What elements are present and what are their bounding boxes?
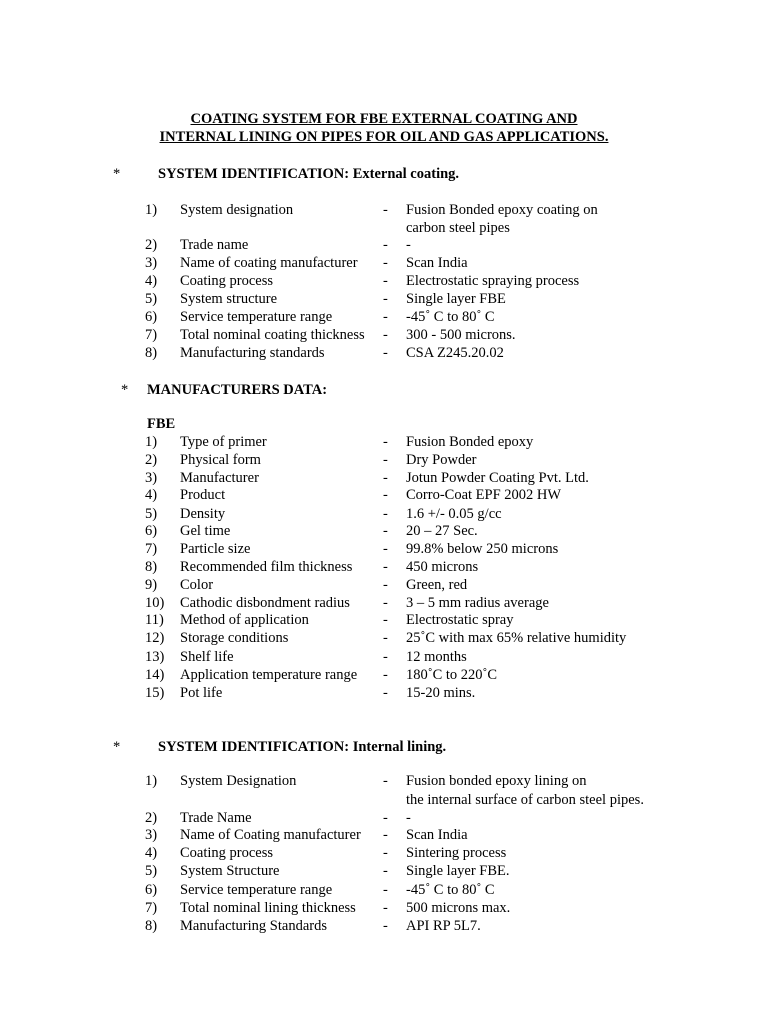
item-number: 15)	[145, 685, 165, 701]
item-value: Electrostatic spray	[406, 612, 514, 628]
list-item	[0, 541, 768, 559]
item-number: 10)	[145, 595, 165, 611]
item-separator: -	[383, 577, 388, 593]
list-item	[0, 827, 768, 845]
item-label: Type of primer	[180, 434, 267, 450]
item-separator: -	[383, 918, 388, 934]
bullet: *	[113, 739, 121, 755]
item-value: 450 microns	[406, 559, 479, 575]
list-item	[0, 237, 768, 255]
item-number: 8)	[145, 559, 158, 575]
item-label: Method of application	[180, 612, 309, 628]
item-number: 5)	[145, 506, 158, 522]
item-label: System designation	[180, 202, 294, 218]
bullet: *	[113, 166, 121, 182]
list-item	[0, 810, 768, 828]
list-item	[0, 523, 768, 541]
item-number: 11)	[145, 612, 164, 628]
item-separator: -	[383, 202, 388, 218]
item-value: Scan India	[406, 827, 468, 843]
item-separator: -	[383, 470, 388, 486]
item-label: Color	[180, 577, 214, 593]
item-number: 6)	[145, 309, 158, 325]
item-label: Application temperature range	[180, 667, 358, 683]
item-separator: -	[383, 630, 388, 646]
item-separator: -	[383, 612, 388, 628]
item-value: Electrostatic spraying process	[406, 273, 580, 289]
section-heading-external	[158, 166, 459, 183]
item-separator: -	[383, 649, 388, 665]
heading-suffix: Internal lining.	[349, 739, 447, 755]
item-label: Physical form	[180, 452, 261, 468]
item-label: Particle size	[180, 541, 251, 557]
item-label: Gel time	[180, 523, 231, 539]
item-number: 5)	[145, 291, 158, 307]
item-separator: -	[383, 685, 388, 701]
item-value: Sintering process	[406, 845, 507, 861]
item-value-continued: carbon steel pipes	[406, 220, 510, 236]
item-label: Service temperature range	[180, 309, 333, 325]
item-value: -	[406, 237, 411, 253]
item-value-continued: the internal surface of carbon steel pipes.	[406, 792, 644, 808]
item-separator: -	[383, 810, 388, 826]
heading-prefix: SYSTEM IDENTIFICATION:	[158, 739, 350, 755]
item-number: 12)	[145, 630, 165, 646]
item-separator: -	[383, 487, 388, 503]
item-number: 9)	[145, 577, 158, 593]
document-title-line-1: COATING SYSTEM FOR FBE EXTERNAL COATING AND	[190, 111, 578, 127]
item-value: Fusion Bonded epoxy coating on	[406, 202, 598, 218]
item-number: 4)	[145, 273, 158, 289]
item-separator: -	[383, 434, 388, 450]
item-value: Dry Powder	[406, 452, 477, 468]
item-number: 3)	[145, 470, 158, 486]
list-item	[0, 900, 768, 918]
item-number: 7)	[145, 541, 158, 557]
item-value: 300 - 500 microns.	[406, 327, 516, 343]
item-value: Fusion Bonded epoxy	[406, 434, 534, 450]
subheading-fbe: FBE	[147, 416, 176, 432]
item-number: 4)	[145, 845, 158, 861]
item-value: 20 – 27 Sec.	[406, 523, 478, 539]
item-label: Coating process	[180, 845, 274, 861]
list-item	[0, 291, 768, 309]
item-number: 3)	[145, 255, 158, 271]
item-label: Trade name	[180, 237, 249, 253]
item-value: Single layer FBE	[406, 291, 506, 307]
item-value: 12 months	[406, 649, 467, 665]
item-number: 2)	[145, 452, 158, 468]
item-separator: -	[383, 273, 388, 289]
item-value: Single layer FBE.	[406, 863, 510, 879]
item-separator: -	[383, 541, 388, 557]
item-label: Coating process	[180, 273, 274, 289]
item-separator: -	[383, 773, 388, 789]
list-item	[0, 595, 768, 613]
item-separator: -	[383, 327, 388, 343]
item-number: 2)	[145, 810, 158, 826]
list-item	[0, 612, 768, 630]
item-number: 13)	[145, 649, 165, 665]
item-separator: -	[383, 559, 388, 575]
item-number: 14)	[145, 667, 165, 683]
heading-prefix: SYSTEM IDENTIFICATION:	[158, 166, 350, 182]
item-number: 8)	[145, 918, 158, 934]
item-label: System Structure	[180, 863, 280, 879]
item-separator: -	[383, 667, 388, 683]
item-number: 6)	[145, 882, 158, 898]
item-value: 99.8% below 250 microns	[406, 541, 559, 557]
list-item	[0, 685, 768, 703]
item-separator: -	[383, 237, 388, 253]
bullet: *	[121, 382, 129, 398]
item-number: 1)	[145, 773, 158, 789]
item-value: 3 – 5 mm radius average	[406, 595, 549, 611]
list-item	[0, 487, 768, 505]
item-value: 15-20 mins.	[406, 685, 476, 701]
item-value: 500 microns max.	[406, 900, 511, 916]
item-separator: -	[383, 523, 388, 539]
item-number: 3)	[145, 827, 158, 843]
item-label: Manufacturer	[180, 470, 259, 486]
item-label: Manufacturing Standards	[180, 918, 327, 934]
list-item	[0, 667, 768, 685]
item-number: 7)	[145, 327, 158, 343]
list-item	[0, 863, 768, 881]
item-label: Pot life	[180, 685, 223, 701]
list-item	[0, 452, 768, 470]
list-item	[0, 309, 768, 327]
list-item	[0, 470, 768, 488]
list-item	[0, 773, 768, 808]
item-value: Green, red	[406, 577, 468, 593]
list-item	[0, 255, 768, 273]
item-value: 1.6 +/- 0.05 g/cc	[406, 506, 502, 522]
item-separator: -	[383, 452, 388, 468]
item-value: -45˚ C to 80˚ C	[406, 309, 495, 325]
item-label: System Designation	[180, 773, 297, 789]
item-number: 1)	[145, 202, 158, 218]
item-separator: -	[383, 255, 388, 271]
item-number: 6)	[145, 523, 158, 539]
item-label: Density	[180, 506, 226, 522]
item-label: Name of coating manufacturer	[180, 255, 358, 271]
item-separator: -	[383, 506, 388, 522]
item-value: 180˚C to 220˚C	[406, 667, 498, 683]
item-label: Recommended film thickness	[180, 559, 353, 575]
item-separator: -	[383, 291, 388, 307]
item-label: Service temperature range	[180, 882, 333, 898]
item-value: Scan India	[406, 255, 468, 271]
item-label: Total nominal coating thickness	[180, 327, 365, 343]
item-number: 7)	[145, 900, 158, 916]
list-item	[0, 918, 768, 936]
item-label: Trade Name	[180, 810, 252, 826]
item-separator: -	[383, 863, 388, 879]
list-item	[0, 345, 768, 363]
item-separator: -	[383, 845, 388, 861]
item-number: 2)	[145, 237, 158, 253]
item-number: 1)	[145, 434, 158, 450]
list-item	[0, 845, 768, 863]
item-number: 5)	[145, 863, 158, 879]
item-number: 8)	[145, 345, 158, 361]
item-label: Storage conditions	[180, 630, 289, 646]
item-label: Total nominal lining thickness	[180, 900, 356, 916]
list-item	[0, 559, 768, 577]
list-item	[0, 630, 768, 648]
list-item	[0, 327, 768, 345]
item-value: API RP 5L7.	[406, 918, 481, 934]
item-separator: -	[383, 309, 388, 325]
section-heading-manufacturers: MANUFACTURERS DATA:	[147, 382, 328, 398]
list-item	[0, 434, 768, 452]
list-item	[0, 882, 768, 900]
section-heading-internal	[158, 739, 446, 756]
item-value: -	[406, 810, 411, 826]
item-separator: -	[383, 900, 388, 916]
item-value: 25˚C with max 65% relative humidity	[406, 630, 627, 646]
list-item	[0, 649, 768, 667]
item-value: Fusion bonded epoxy lining on	[406, 773, 587, 789]
list-item	[0, 506, 768, 524]
item-label: Manufacturing standards	[180, 345, 325, 361]
item-value: Corro-Coat EPF 2002 HW	[406, 487, 562, 503]
item-value: -45˚ C to 80˚ C	[406, 882, 495, 898]
item-label: System structure	[180, 291, 278, 307]
item-separator: -	[383, 345, 388, 361]
item-label: Shelf life	[180, 649, 234, 665]
item-separator: -	[383, 827, 388, 843]
item-value: CSA Z245.20.02	[406, 345, 504, 361]
item-label: Cathodic disbondment radius	[180, 595, 350, 611]
item-separator: -	[383, 595, 388, 611]
item-number: 4)	[145, 487, 158, 503]
list-item	[0, 577, 768, 595]
item-label: Product	[180, 487, 226, 503]
list-item	[0, 273, 768, 291]
item-label: Name of Coating manufacturer	[180, 827, 361, 843]
item-value: Jotun Powder Coating Pvt. Ltd.	[406, 470, 589, 486]
document-title-line-2: INTERNAL LINING ON PIPES FOR OIL AND GAS APPLICATIONS.	[159, 129, 609, 145]
heading-suffix: External coating.	[349, 166, 460, 182]
list-item	[0, 202, 768, 236]
item-separator: -	[383, 882, 388, 898]
